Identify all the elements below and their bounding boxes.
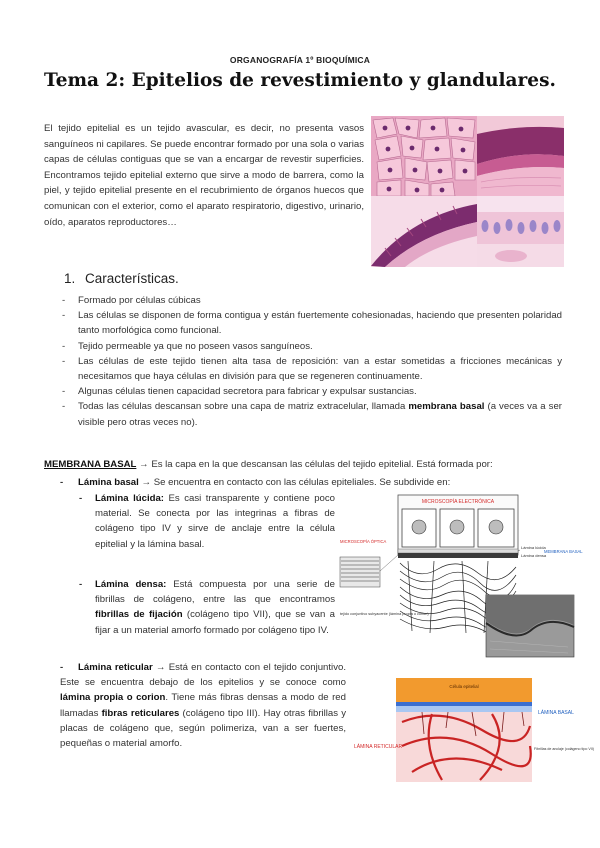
list-item	[62, 399, 562, 429]
densa-label: Lámina densa	[521, 553, 547, 558]
lamina-reticular-term: Lámina reticular	[78, 662, 153, 673]
list-item: - Algunas células tienen capacidad secretora para fabricar y expulsar sustancias.	[62, 384, 562, 399]
epithelium-micrographs	[371, 116, 564, 267]
lamina-reticular-item	[60, 660, 346, 751]
lamina-basal-item	[60, 477, 570, 488]
em-heading: MICROSCOPÍA ELECTRÓNICA	[421, 499, 495, 505]
subject-header: ORGANOGRAFÍA 1º BIOQUÍMICA	[229, 55, 371, 65]
membrana-basal-term: membrana basal	[408, 401, 485, 413]
list-item: - Las células se disponen de forma contigua y están fuertemente cohesionadas, haciendo que presenten polaridad tanto morfológica como funcional.	[62, 308, 562, 338]
lamina-densa-text: (colágeno tipo VII), que se van a fijar a un material amorfo formado por colágeno tipo IV.	[95, 609, 336, 636]
list-item: - Las células de este tejido tienen alta tasa de reposición: van a estar sometidas a fricciones mecánicas y necesitamos que haya células en división para que se regeneren continuamente.	[62, 354, 562, 384]
lamina-lucida-term: Lámina lúcida:	[95, 493, 165, 504]
bullet: -	[60, 662, 64, 673]
lamina-lucida-text: Es casi transparente y contiene poco material. Se conecta por las integrinas a fibras de colágeno tipo IV y sirve de anclaje entre la célula epitelial y la lámina basal.	[95, 493, 335, 550]
membrana-basal-definition	[44, 459, 564, 470]
lamina-densa-term: Lámina densa:	[95, 579, 167, 590]
lamina-densa-text: Está compuesta por una serie de fibrillas de colágeno, entre las que encontramos	[95, 579, 335, 606]
bullet: -	[79, 579, 83, 590]
lamina-basal-label: LÁMINA BASAL	[538, 710, 574, 716]
conjuntivo-label: tejido conjuntivo subyacente (lámina propia o corion)	[340, 612, 429, 616]
membrana-basal-label: MEMBRANA BASAL	[544, 549, 583, 554]
fibras-reticulares-term: fibras reticulares	[101, 707, 180, 719]
micrograph-simple-columnar	[477, 196, 564, 267]
lamina-reticular-text: (colágeno tipo III). Hay otras fibrillas y placas de colágeno que, según polimeriza, van a ser fuertes, pequeñas o material amorfo.	[60, 707, 347, 750]
characteristics-list	[62, 293, 562, 430]
list-item: - Tejido permeable ya que no poseen vasos sanguíneos.	[62, 339, 562, 354]
lamina-reticular-text: → Está en contacto con el tejido conjuntivo. Este se encuentra debajo de los epitelios y se conoce como	[60, 662, 346, 689]
lamina-reticular-text: . Tiene más fibras densas a modo de red llamadas	[60, 692, 346, 719]
lucida-label: Lámina lúcida	[521, 545, 546, 550]
intro-paragraph: El tejido epitelial es un tejido avascular, es decir, no presenta vasos sanguíneos ni capilares. Se puede encontrar formado por una sola o varias capas de células contiguas que se van a encargar de revestir superficies. Encontramos tejido epitelial externo que sirve a modo de barrera, como la piel, y tejido epitelial presente en el recubrimiento de órganos huecos que comunican con el exterior, como el aparato respiratorio, digestivo, urinario, oído, aparatos reproductores…	[44, 123, 364, 228]
bullet: -	[79, 493, 83, 504]
fibrils-label: Fibrillas de anclaje (colágeno tipo VII)	[534, 747, 594, 751]
lamina-reticular-diagram	[352, 676, 594, 786]
lamina-lucida-item	[79, 491, 335, 552]
lamina-basal-term: Lámina basal	[78, 477, 139, 488]
lamina-propia-term: lámina propia o corion	[60, 692, 166, 704]
membrana-basal-heading: MEMBRANA BASAL	[44, 459, 137, 470]
micrograph-stratified	[477, 116, 564, 196]
list-item-text: Todas las células descansan sobre una capa de matriz extracelular, llamada	[78, 401, 409, 413]
lamina-basal-text: → Se encuentra en contacto con las células epiteliales. Se subdivide en:	[138, 477, 451, 488]
basement-membrane-diagram	[338, 491, 583, 663]
optical-label: MICROSCOPÍA ÓPTICA	[340, 539, 387, 544]
lamina-densa-item	[79, 577, 336, 638]
list-item: - Formado por células cúbicas	[62, 293, 562, 308]
bullet: -	[60, 477, 64, 488]
page-title: Tema 2: Epitelios de revestimiento y glandulares.	[44, 70, 556, 91]
lamina-reticular-label: LÁMINA RETICULAR	[354, 744, 403, 750]
micrograph-columnar	[371, 196, 477, 267]
micrograph-squamous	[371, 116, 477, 196]
fibrillas-fijacion-term: fibrillas de fijación	[95, 609, 183, 621]
section-number: 1.	[64, 271, 76, 286]
epithelial-cell-label: Célula epitelial	[449, 684, 479, 689]
membrana-basal-text: → Es la capa en la que descansan las células del tejido epitelial. Está formada por:	[136, 459, 493, 470]
section-heading: Características.	[85, 271, 179, 286]
list-item-text: (a veces va a ser visible pero otras veces no).	[78, 401, 562, 428]
